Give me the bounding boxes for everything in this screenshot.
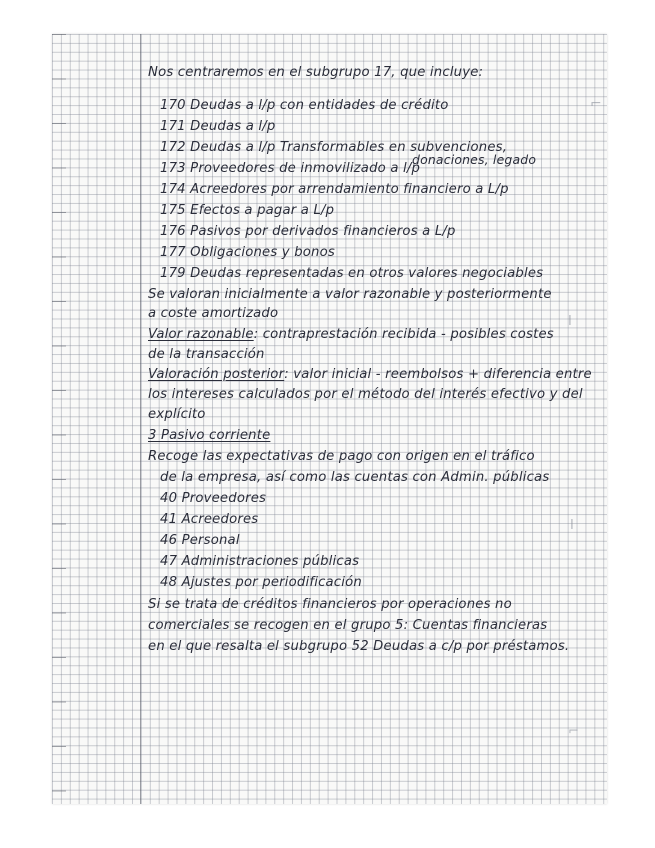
current-text-2: de la empresa, así como las cuentas con Admin. públicas (160, 470, 550, 485)
faint-ruler-mark: I (570, 518, 574, 533)
margin-line (140, 34, 141, 804)
subsequent-text: : valor inicial - reembolsos + diferencia entre (284, 367, 592, 382)
fair-value-line-2: de la transacción (148, 347, 265, 362)
account-179: 179 Deudas representadas en otros valores negociables (160, 266, 544, 281)
account-177: 177 Obligaciones y bonos (160, 245, 335, 260)
account-174: 174 Acreedores por arrendamiento financiero a L/p (160, 182, 509, 197)
account-175: 175 Efectos a pagar a L/p (160, 203, 335, 218)
valuation-line-1: Se valoran inicialmente a valor razonable y posteriormente (148, 287, 552, 302)
left-margin-ticks (52, 34, 66, 804)
subsequent-line-3: explícito (148, 407, 206, 422)
account-41: 41 Acreedores (160, 512, 259, 527)
account-40: 40 Proveedores (160, 491, 267, 506)
closing-line-2: comerciales se recogen en el grupo 5: Cuentas financieras (148, 618, 548, 633)
subsequent-label: Valoración posterior (148, 367, 285, 382)
current-liabilities-heading: 3 Pasivo corriente (148, 428, 271, 443)
fair-value-line (148, 326, 554, 344)
account-176: 176 Pasivos por derivados financieros a L/p (160, 224, 456, 239)
subsequent-line (148, 366, 592, 384)
faint-ruler-mark: ⌐ (568, 724, 579, 739)
intro-line: Nos centraremos en el subgrupo 17, que incluye: (148, 65, 484, 80)
fair-value-label: Valor razonable (148, 327, 254, 342)
account-47: 47 Administraciones públicas (160, 554, 360, 569)
subsequent-line-2: los intereses calculados por el método del interés efectivo y del (148, 387, 583, 402)
current-text-1: Recoge las expectativas de pago con origen en el tráfico (148, 449, 535, 464)
account-48: 48 Ajustes por periodificación (160, 575, 362, 590)
valuation-line-2: a coste amortizado (148, 306, 279, 321)
account-46: 46 Personal (160, 533, 240, 548)
fair-value-text: : contraprestación recibida - posibles costes (253, 327, 554, 342)
faint-ruler-mark: I (568, 314, 572, 329)
faint-ruler-mark: ⌐ (590, 96, 602, 112)
closing-line-3: en el que resalta el subgrupo 52 Deudas a c/p por préstamos. (148, 639, 570, 654)
account-173: 173 Proveedores de inmovilizado a l/p (160, 161, 421, 176)
account-171: 171 Deudas a l/p (160, 119, 276, 134)
closing-line-1: Si se trata de créditos financieros por operaciones no (148, 597, 512, 612)
account-172-continuation: donaciones, legado (412, 152, 537, 167)
account-172: 172 Deudas a l/p Transformables en subvenciones, (160, 140, 508, 155)
account-170: 170 Deudas a l/p con entidades de crédito (160, 98, 449, 113)
